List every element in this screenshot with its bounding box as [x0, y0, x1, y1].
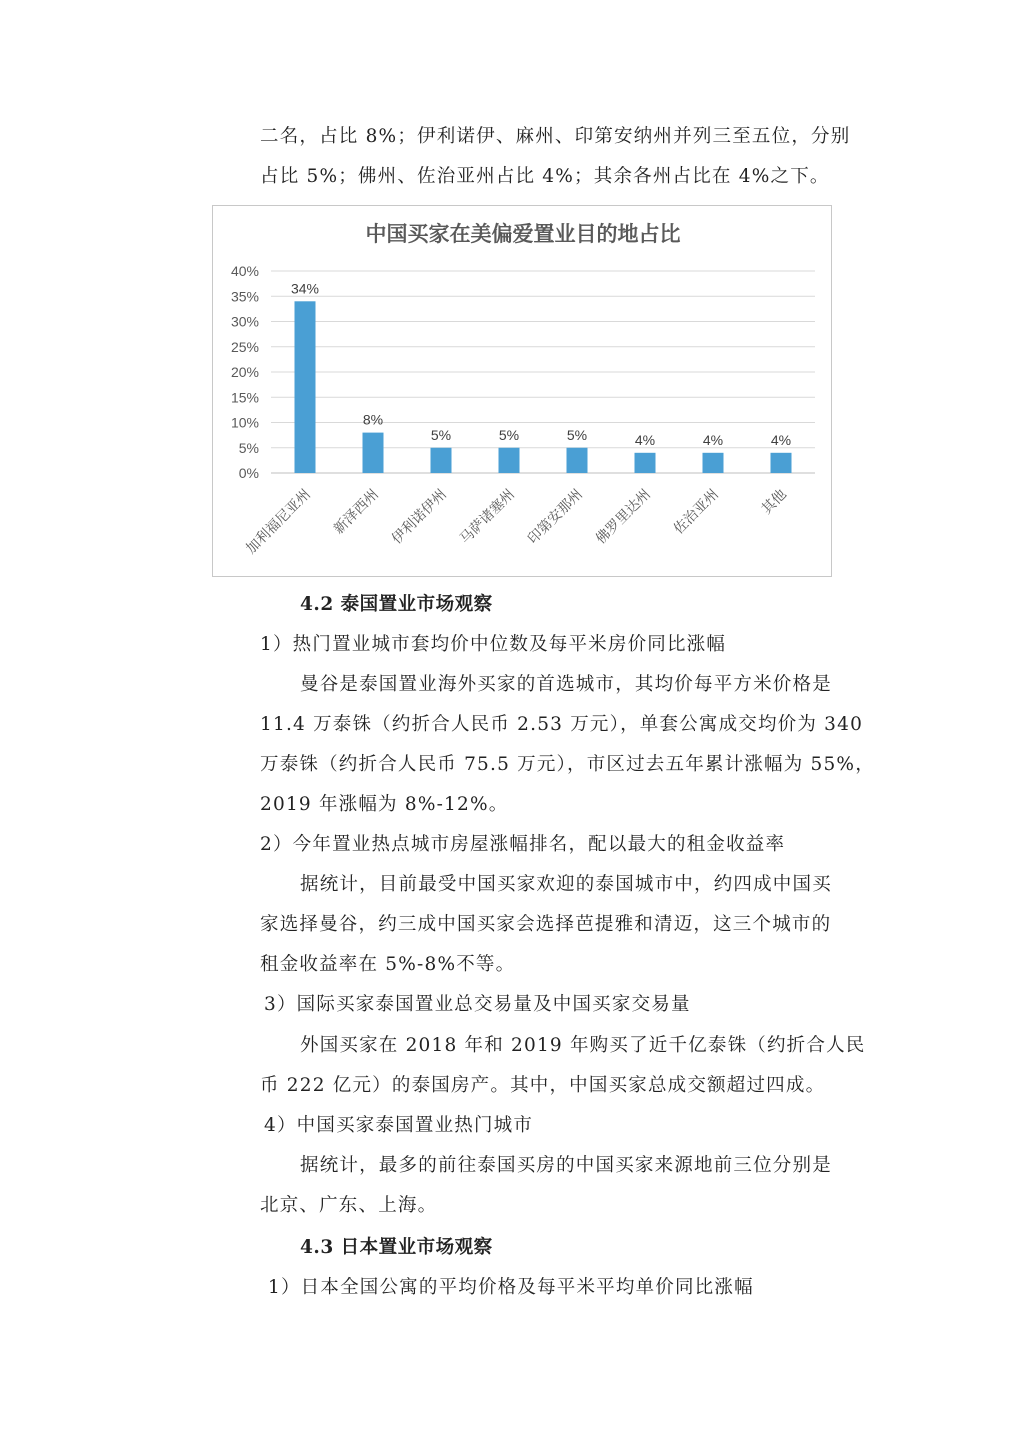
y-tick-label: 10% — [230, 414, 259, 431]
bar — [431, 448, 452, 473]
x-category-label: 印第安那州 — [525, 486, 586, 548]
paragraph-line: 据统计，最多的前往泰国买房的中国买家来源地前三位分别是 — [300, 1155, 832, 1176]
y-tick-label: 25% — [230, 338, 259, 355]
bar — [771, 453, 792, 473]
subsection-title: 1）日本全国公寓的平均价格及每平米平均单价同比涨幅 — [268, 1277, 754, 1298]
section-heading-4-3: 4.3 日本置业市场观察 — [300, 1237, 493, 1258]
paragraph-line: 11.4 万泰铢（约折合人民币 2.53 万元），单套公寓成交均价为 340 — [260, 714, 864, 735]
data-label: 5% — [430, 426, 452, 443]
y-tick-label: 40% — [230, 263, 259, 279]
paragraph-line: 租金收益率在 5%-8%不等。 — [260, 954, 516, 975]
bar — [635, 453, 656, 473]
y-tick-label: 35% — [230, 288, 259, 305]
bar — [703, 453, 724, 473]
paragraph-line: 家选择曼谷，约三成中国买家会选择芭提雅和清迈，这三个城市的 — [260, 914, 832, 935]
subsection-title: 3）国际买家泰国置业总交易量及中国买家交易量 — [264, 994, 691, 1015]
paragraph-line: 币 222 亿元）的泰国房产。其中，中国买家总成交额超过四成。 — [260, 1075, 826, 1096]
paragraph-line: 曼谷是泰国置业海外买家的首选城市，其均价每平方米价格是 — [300, 674, 832, 695]
y-tick-label: 15% — [230, 389, 259, 406]
paragraph-line: 2019 年涨幅为 8%-12%。 — [260, 794, 509, 815]
subsection-title: 4）中国买家泰国置业热门城市 — [264, 1115, 534, 1136]
bar — [363, 433, 384, 473]
y-tick-label: 30% — [230, 313, 259, 330]
subsection-title: 1）热门置业城市套均价中位数及每平米房价同比涨幅 — [260, 634, 727, 655]
paragraph-line: 据统计，目前最受中国买家欢迎的泰国城市中，约四成中国买 — [300, 874, 832, 895]
x-category-label: 加利福尼亚州 — [243, 486, 314, 558]
paragraph-line: 占比 5%；佛州、佐治亚州占比 4%；其余各州占比在 4%之下。 — [260, 166, 830, 187]
y-tick-label: 0% — [238, 465, 259, 481]
x-category-label: 伊利诺伊州 — [389, 486, 450, 548]
x-category-label: 佐治亚州 — [670, 486, 722, 538]
paragraph-line: 北京、广东、上海。 — [260, 1195, 438, 1216]
data-label: 8% — [362, 411, 384, 428]
y-tick-label: 20% — [230, 364, 259, 380]
bar — [295, 301, 316, 473]
chart-title: 中国买家在美偏爱置业目的地占比 — [365, 222, 681, 246]
data-label: 5% — [566, 426, 588, 443]
x-category-label: 佛罗里达州 — [593, 486, 654, 548]
data-label: 4% — [634, 431, 656, 448]
paragraph-line: 二名，占比 8%；伊利诺伊、麻州、印第安纳州并列三至五位，分别 — [260, 126, 851, 147]
subsection-title: 2）今年置业热点城市房屋涨幅排名，配以最大的租金收益率 — [260, 834, 786, 855]
x-category-label: 其他 — [758, 486, 790, 518]
bar — [499, 448, 520, 473]
data-label: 4% — [770, 431, 792, 448]
x-category-label: 马萨诸塞州 — [457, 486, 518, 548]
bar — [567, 448, 588, 473]
data-label: 4% — [702, 431, 724, 448]
y-tick-label: 5% — [238, 439, 259, 456]
data-label: 34% — [290, 280, 320, 297]
data-label: 5% — [498, 426, 520, 443]
paragraph-line: 外国买家在 2018 年和 2019 年购买了近千亿泰铢（约折合人民 — [300, 1035, 866, 1056]
x-category-label: 新泽西州 — [330, 486, 382, 538]
section-heading-4-2: 4.2 泰国置业市场观察 — [300, 594, 493, 615]
bar-chart — [212, 205, 832, 577]
chart-svg — [213, 206, 833, 578]
paragraph-line: 万泰铢（约折合人民币 75.5 万元），市区过去五年累计涨幅为 55%， — [260, 754, 875, 775]
